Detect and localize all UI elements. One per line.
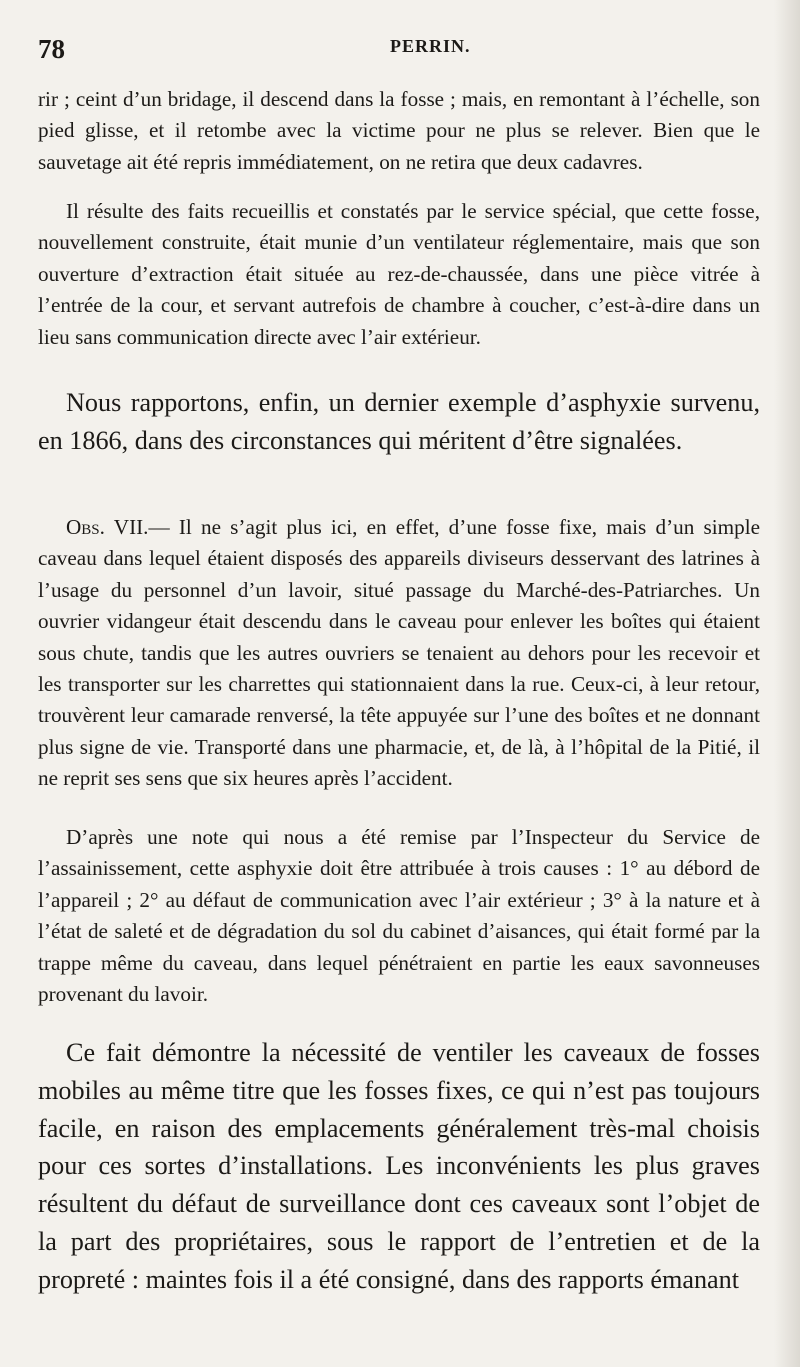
observation-label: Obs. <box>66 515 105 539</box>
page-edge-shadow <box>774 0 800 1367</box>
paragraph-last-example: Nous rapportons, enfin, un dernier exemple d’asphyxie survenu, en 1866, dans des circonstances qui méritent d’être signalées. <box>38 388 760 455</box>
paragraph-ventilation: Ce fait démontre la nécessité de ventiler les caveaux de fosses mobiles au même titre que les fosses fixes, ce qui n’est pas toujours facile, en raison des emplacements généralement très-mal choisis pour ces sortes d’installations. Les inconvénients les plus graves résultent du défaut de surveillance dont ces caveaux sont l’objet de la part des propriétaires, sous le rapport de l’entretien et de la propreté : maintes fois il a été consigné, dans des rapports émanant <box>38 1038 760 1294</box>
paragraph-observation-vii <box>38 512 760 795</box>
paragraph-service-findings: Il résulte des faits recueillis et constatés par le service spécial, que cette fosse, nouvellement construite, était munie d’un ventilateur réglementaire, mais que son ouverture d’extraction était située au rez-de-chaussée, dans une pièce vitrée à l’entrée de la cour, et servant autrefois de chambre à coucher, c’est-à-dire dans un lieu sans communication directe avec l’air extérieur. <box>38 199 760 349</box>
page-number: 78 <box>38 34 65 64</box>
paragraph-continuation: rir ; ceint d’un bridage, il descend dans la fosse ; mais, en remontant à l’échelle, son pied glisse, et il retombe avec la victime pour ne plus se relever. Bien que le sauvetage ait été repris immédiatement, on ne retira que deux cadavres. <box>38 87 760 174</box>
paragraph-inspector-note: D’après une note qui nous a été remise par l’Inspecteur du Service de l’assainissement, cette asphyxie doit être attribuée à trois causes : 1° au débord de l’appareil ; 2° au défaut de communication avec l’air extérieur ; 3° à la nature et à l’état de saleté et de dégradation du sol du cabinet d’aisances, qui était formé par la trappe même du caveau, dans lequel pénétraient en partie les eaux savonneuses provenant du lavoir. <box>38 825 760 1007</box>
running-head: PERRIN. <box>390 36 471 56</box>
page-header <box>38 28 760 62</box>
observation-text: — Il ne s’agit plus ici, en effet, d’une fosse fixe, mais d’un simple caveau dans lequel étaient disposés des appareils diviseurs desservant des latrines à l’usage du personnel d’un lavoir, situé passage du Marché-des-Patriarches. Un ouvrier vidangeur était descendu dans le caveau pour enlever les boîtes qui étaient sous chute, tandis que les autres ouvriers se tenaient au dehors pour les recevoir et les transporter sur les charrettes qui stationnaient dans la rue. Ceux-ci, à leur retour, trouvèrent leur camarade renversé, la tête appuyée sur l’une des boîtes et ne donnant plus signe de vie. Transporté dans une pharmacie, et, de là, à l’hôpital de la Pitié, il ne reprit ses sens que six heures après l’accident. <box>38 515 760 791</box>
observation-number: VII. <box>113 515 149 539</box>
